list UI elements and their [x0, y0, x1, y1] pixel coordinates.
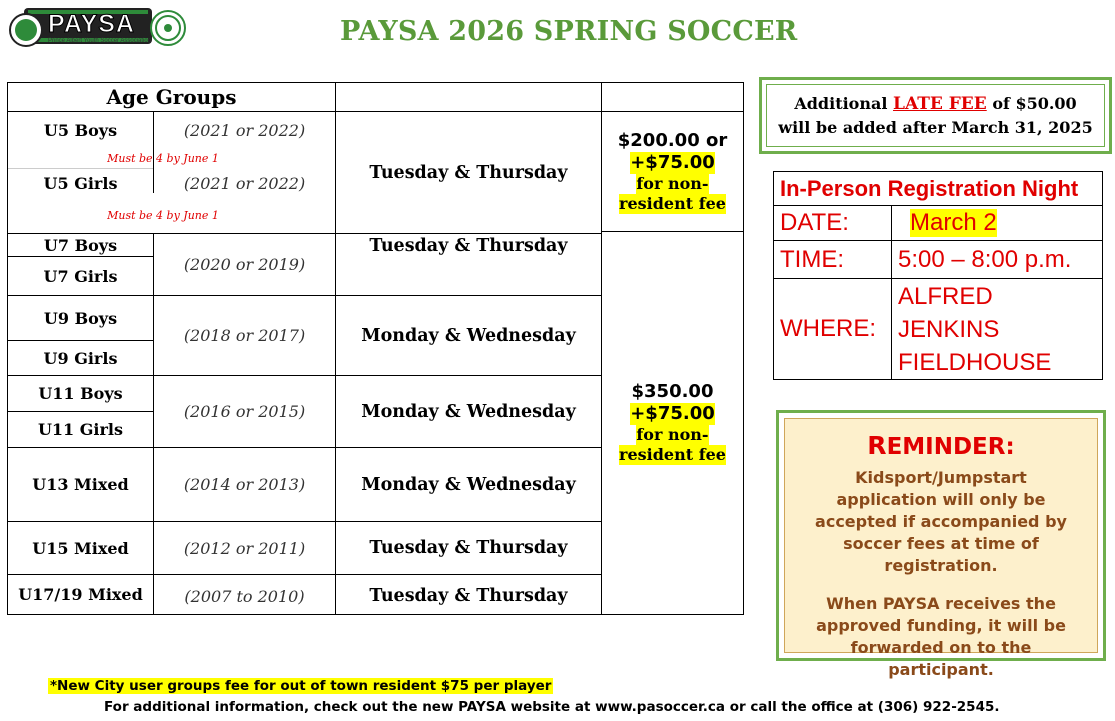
- reminder-content: [784, 418, 1098, 679]
- registration-box: [773, 171, 1103, 380]
- days-u15: Tuesday & Thursday: [369, 538, 568, 558]
- fee-other-line1: for non-: [636, 425, 709, 444]
- years-u15: (2012 or 2011): [183, 538, 306, 558]
- age-note: Must be 4 by June 1: [107, 208, 219, 222]
- where-line: ALFRED: [898, 282, 993, 310]
- days-u9: Monday & Wednesday: [361, 325, 576, 346]
- late-fee-post: of $50.00: [992, 94, 1077, 113]
- late-fee-content: [766, 84, 1105, 147]
- fee-other-base: $350.00: [631, 381, 714, 402]
- group-u11-girls: U11 Girls: [37, 420, 124, 439]
- logo-subtitle: Prince Albert Youth Soccer Association: [48, 38, 152, 44]
- days-u11: Monday & Wednesday: [361, 401, 576, 422]
- footer-note: *New City user groups fee for out of town resident $75 per player: [50, 678, 552, 694]
- age-groups-header: Age Groups: [106, 85, 237, 109]
- years-u7: (2020 or 2019): [183, 255, 306, 274]
- date-value-text: March 2: [910, 209, 997, 236]
- group-u7-girls: U7 Girls: [43, 266, 118, 286]
- group-u9-boys: U9 Boys: [43, 308, 118, 328]
- schedule-table: [7, 82, 744, 615]
- group-u17-19-mixed: U17/19 Mixed: [18, 585, 143, 604]
- fee-other: [602, 232, 743, 614]
- years-u9: (2018 or 2017): [183, 326, 306, 345]
- fee-u5-base: $200.00 or: [617, 129, 728, 151]
- logo-text: PAYSA: [48, 10, 135, 38]
- time-label: TIME:: [774, 241, 892, 279]
- reminder-paragraph-1: Kidsport/Jumpstart application will only be accepted if accompanied by soccer fees at time of registration.: [815, 468, 1067, 575]
- registration-title: In-Person Registration Night: [780, 175, 1079, 201]
- group-u15-mixed: U15 Mixed: [32, 538, 129, 558]
- footer-info: For additional information, check out the new PAYSA website at www.pasoccer.ca or call the office at (306) 922-2545.: [104, 699, 1000, 715]
- years-u5-boys: (2021 or 2022): [183, 120, 306, 140]
- time-value: 5:00 – 8:00 p.m.: [892, 241, 1102, 279]
- paysa-logo: [8, 4, 186, 50]
- fee-u5-line2: resident fee: [619, 193, 726, 213]
- days-u13: Monday & Wednesday: [361, 474, 576, 495]
- years-u17-19: (2007 to 2010): [184, 587, 305, 606]
- late-fee-line2: will be added after March 31, 2025: [778, 118, 1093, 137]
- group-u13-mixed: U13 Mixed: [32, 475, 129, 494]
- days-u7: Tuesday & Thursday: [369, 236, 568, 256]
- group-u7-boys: U7 Boys: [43, 235, 118, 255]
- group-u5-boys: U5 Boys: [43, 120, 118, 140]
- fee-other-line2: resident fee: [619, 445, 726, 464]
- late-fee-pre: Additional: [794, 94, 888, 113]
- date-value: [892, 206, 1102, 241]
- fee-u5-extra: +$75.00: [630, 151, 715, 173]
- late-fee-line1: [794, 92, 1076, 116]
- years-u11: (2016 or 2015): [183, 402, 306, 421]
- fee-other-extra: +$75.00: [630, 403, 715, 424]
- group-u9-girls: U9 Girls: [43, 348, 118, 368]
- where-line: FIELDHOUSE: [898, 348, 1052, 376]
- age-note: Must be 4 by June 1: [107, 151, 219, 165]
- years-u5-girls: (2021 or 2022): [183, 173, 306, 193]
- days-u5: Tuesday & Thursday: [369, 162, 568, 183]
- page-title: PAYSA 2026 SPRING SOCCER: [340, 16, 798, 47]
- reminder-title: [785, 431, 1097, 462]
- reminder-title-initial: R: [867, 431, 887, 460]
- reminder-box: [776, 410, 1106, 679]
- years-u13: (2014 or 2013): [183, 475, 306, 494]
- fee-u5: [602, 112, 743, 231]
- late-fee-highlight: LATE FEE: [893, 94, 987, 114]
- late-fee-box: [759, 77, 1112, 154]
- reminder-paragraph-2: When PAYSA receives the approved funding, it will be forwarded on to the participant.: [816, 594, 1066, 679]
- days-u17-19: Tuesday & Thursday: [369, 585, 568, 606]
- reminder-title-rest: EMINDER:: [886, 434, 1015, 460]
- group-u11-boys: U11 Boys: [38, 384, 123, 403]
- registration-title-row: [774, 172, 1102, 206]
- where-line: JENKINS: [898, 315, 1000, 343]
- where-value: [892, 279, 1102, 379]
- date-label: DATE:: [774, 206, 892, 241]
- where-label: WHERE:: [774, 279, 892, 379]
- group-u5-girls: U5 Girls: [43, 173, 118, 193]
- fee-u5-line1: for non-: [636, 173, 709, 193]
